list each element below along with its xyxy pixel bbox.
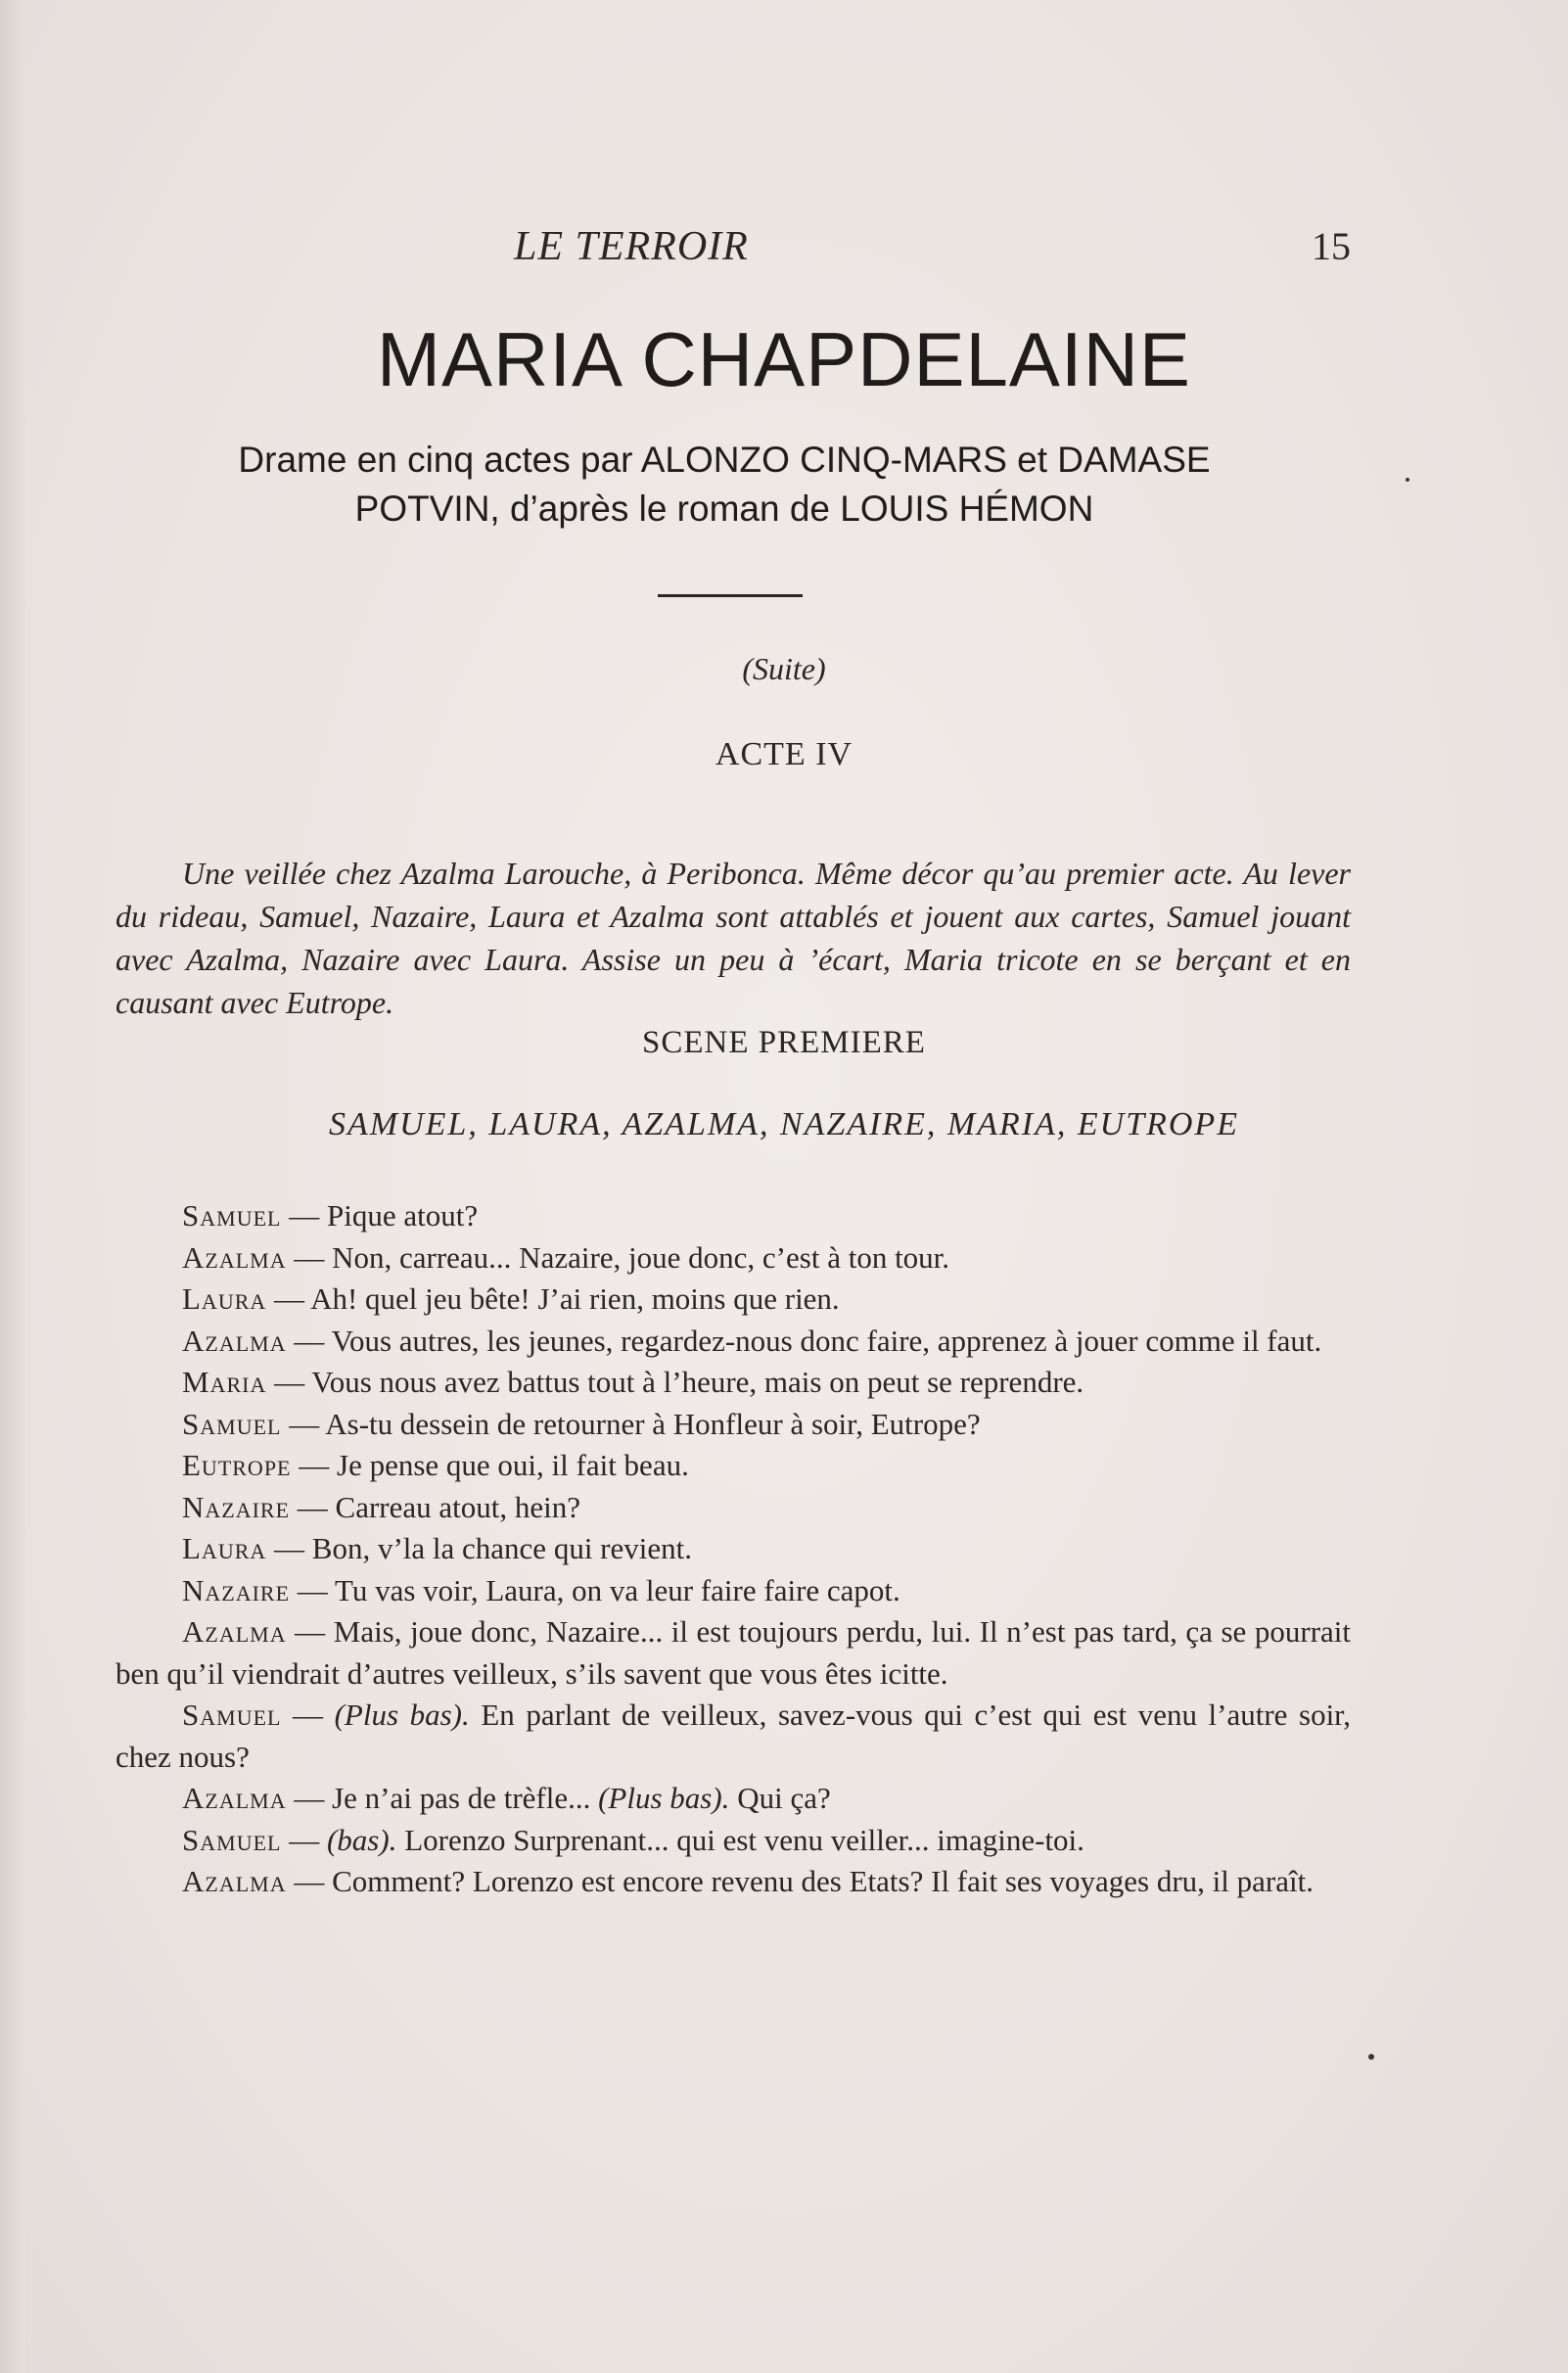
line-text: Vous autres, les jeunes, regardez-nous donc faire, apprenez à jouer comme il faut. (331, 1323, 1322, 1358)
speaker-name: Azalma (182, 1781, 287, 1815)
line-text: Carreau atout, hein? (335, 1489, 581, 1524)
speaker-name: Maria (182, 1365, 267, 1399)
play-subtitle (137, 436, 1312, 534)
dialogue-line: Azalma — Je n’ai pas de trèfle... (Plus bas). Qui ça? (182, 1781, 831, 1815)
line-text: Pique atout? (326, 1198, 479, 1233)
line-text: Ah! quel jeu bête! J’ai rien, moins que rien. (310, 1281, 840, 1316)
running-head (0, 223, 1568, 272)
dialogue-line: Maria — Vous nous avez battus tout à l’heure, mais on peut se reprendre. (182, 1365, 1084, 1399)
speaker-name: Nazaire (182, 1489, 291, 1524)
speaker-name: Azalma (182, 1239, 287, 1275)
dialogue-line: Samuel — Pique atout? (182, 1198, 479, 1233)
dialogue-line: Samuel — (bas). Lorenzo Surprenant... qui est venu veiller... imagine-toi. (182, 1822, 1084, 1857)
line-text: Tu vas voir, Laura, on va leur faire faire capot. (335, 1572, 900, 1607)
dialogue-line: Laura — Ah! quel jeu bête! J’ai rien, moins que rien. (182, 1281, 840, 1316)
line-text: Comment? Lorenzo est encore revenu des Etats? Il fait ses voyages dru, il paraît. (332, 1864, 1314, 1898)
line-text: En parlant de veilleux, savez-vous qui c’est qui est venu l’autre soir, chez nous? (115, 1698, 1352, 1774)
line-text: As-tu dessein de retourner à Honfleur à soir, Eutrope? (325, 1406, 981, 1441)
line-text: Je pense que oui, il fait beau. (337, 1448, 689, 1482)
stage-aside: (bas). (326, 1822, 397, 1857)
stage-aside: (Plus bas). (334, 1698, 470, 1732)
speaker-name: Eutrope (182, 1448, 292, 1482)
character-list: SAMUEL, LAURA, AZALMA, NAZAIRE, MARIA, EUTROPE (329, 1106, 1239, 1142)
play-title: MARIA CHAPDELAINE (377, 316, 1191, 402)
subtitle-line-1: Drame en cinq actes par ALONZO CINQ-MARS et DAMASE (238, 440, 1211, 480)
speaker-name: Samuel (182, 1406, 282, 1441)
dialogue-line: Azalma — Non, carreau... Nazaire, joue donc, c’est à ton tour. (182, 1239, 950, 1275)
line-text: Lorenzo Surprenant... qui est venu veiller... imagine-toi. (396, 1822, 1084, 1857)
dialogue (115, 1195, 1351, 1903)
speaker-name: Laura (182, 1531, 267, 1565)
dialogue-line: Azalma — Mais, joue donc, Nazaire... il est toujours perdu, lui. Il n’est pas tard, ça se pourrait ben qu’il viendrait d’autres veilleux, s’ils savent que vous êtes icitte. (115, 1614, 1352, 1691)
line-text: Qui ça? (729, 1781, 831, 1815)
speaker-name: Azalma (182, 1614, 287, 1649)
line-text: Je n’ai pas de trèfle... (332, 1781, 599, 1815)
continued-note (0, 651, 1568, 687)
scene-heading: SCENE PREMIERE (642, 1025, 926, 1060)
title-rule (658, 594, 803, 597)
subtitle-line-2: POTVIN, d’après le roman de LOUIS HÉMON (354, 489, 1094, 529)
line-text: Bon, v’la la chance qui revient. (311, 1531, 692, 1565)
act-heading: ACTE IV (715, 736, 853, 772)
speaker-name: Azalma (182, 1323, 287, 1358)
dialogue-line: Laura — Bon, v’la la chance qui revient. (182, 1531, 692, 1565)
page-number: 15 (1312, 224, 1351, 268)
suite-text: (Suite) (742, 651, 826, 686)
stage-direction: Une veillée chez Azalma Larouche, à Peribonca. Même décor qu’au premier acte. Au lever du rideau, Samuel, Nazaire, Laura et Azalma sont attablés et jouent aux cartes, Samuel jouant avec Azalma, Nazaire avec Laura. Assise un peu à ’écart, Maria tricote en se berçant et en causant avec Eutrope. (115, 856, 1351, 1020)
ink-speck (1406, 478, 1409, 482)
dialogue-line: Nazaire — Tu vas voir, Laura, on va leur faire faire capot. (182, 1572, 900, 1607)
line-text: Non, carreau... Nazaire, joue donc, c’est à ton tour. (332, 1239, 950, 1275)
line-text: Vous nous avez battus tout à l’heure, mais on peut se reprendre. (311, 1365, 1084, 1399)
stage-aside: (Plus bas). (598, 1781, 730, 1815)
dialogue-line: Samuel — (Plus bas). En parlant de veilleux, savez-vous qui c’est qui est venu l’autre soir, chez nous? (115, 1698, 1352, 1774)
speaker-name: Nazaire (182, 1572, 291, 1607)
speaker-name: Samuel (182, 1198, 282, 1233)
line-text: Mais, joue donc, Nazaire... il est toujours perdu, lui. Il n’est pas tard, ça se pourrait ben qu’il viendrait d’autres veilleux, s’ils savent que vous êtes icitte. (115, 1614, 1352, 1691)
speaker-name: Azalma (182, 1864, 287, 1898)
speaker-name: Laura (182, 1281, 267, 1316)
dialogue-line: Nazaire — Carreau atout, hein? (182, 1489, 581, 1524)
ink-speck (1368, 2054, 1374, 2060)
dialogue-line: Azalma — Vous autres, les jeunes, regardez-nous donc faire, apprenez à jouer comme il faut. (182, 1323, 1322, 1358)
dialogue-line: Samuel — As-tu dessein de retourner à Honfleur à soir, Eutrope? (182, 1406, 981, 1441)
speaker-name: Samuel (182, 1822, 282, 1857)
dialogue-line: Eutrope — Je pense que oui, il fait beau. (182, 1448, 689, 1482)
dialogue-line: Azalma — Comment? Lorenzo est encore revenu des Etats? Il fait ses voyages dru, il paraît. (182, 1864, 1314, 1898)
speaker-name: Samuel (182, 1698, 282, 1732)
journal-title: LE TERROIR (514, 224, 749, 269)
